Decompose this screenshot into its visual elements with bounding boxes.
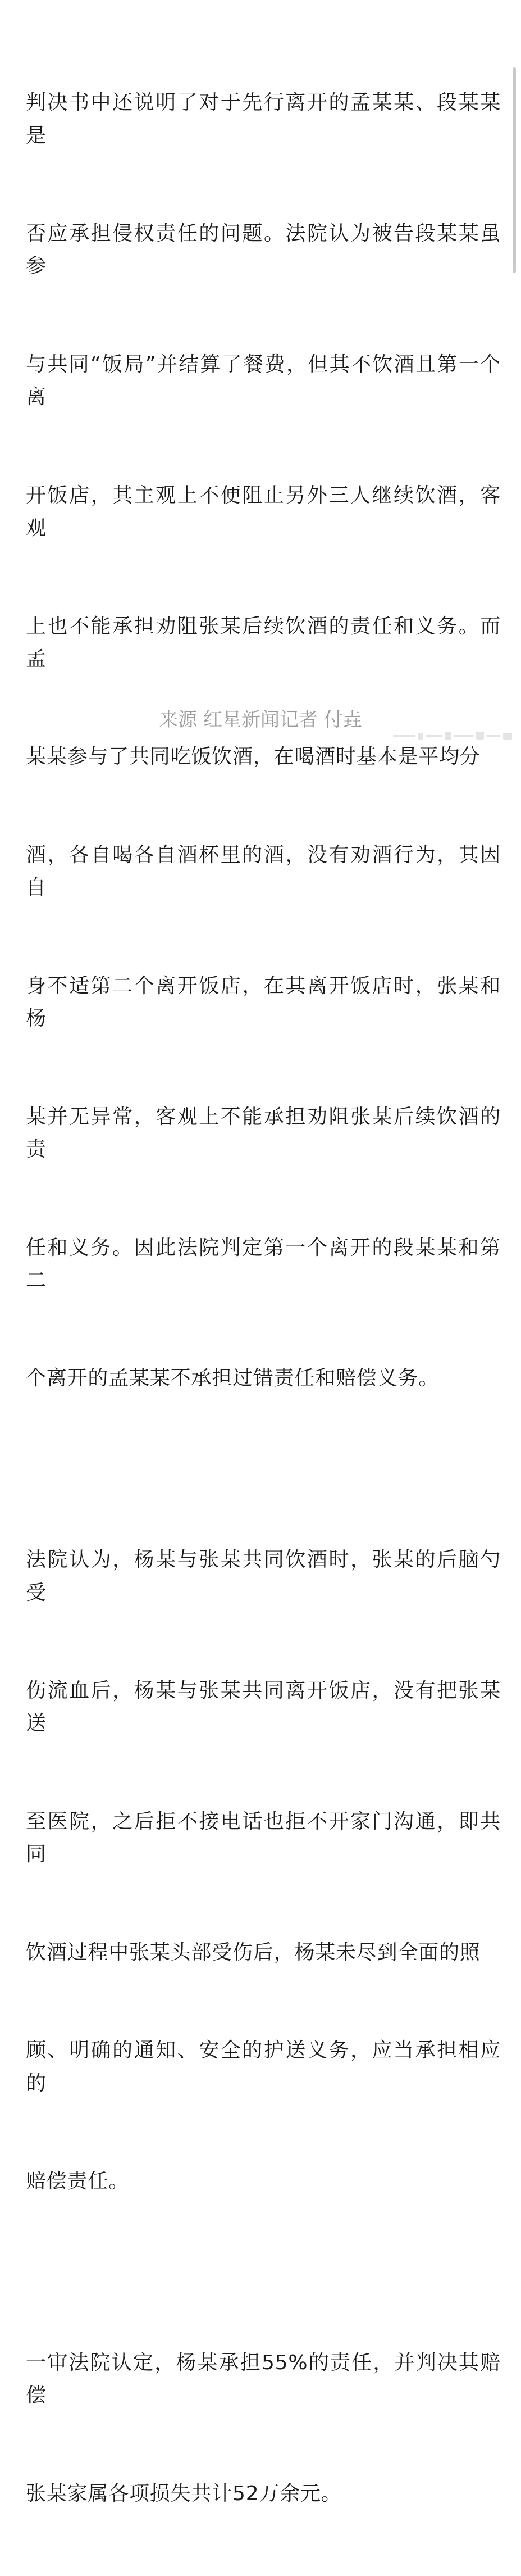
paragraph-line: 身不适第二个离开饭店，在其离开饭店时，张某和杨 [26, 974, 501, 1031]
scrollbar[interactable] [513, 67, 516, 273]
article-body [26, 21, 501, 2576]
paragraph-line: 张某家属各项损失共计52万余元。 [26, 2482, 342, 2506]
paragraph-gap [26, 1461, 501, 1479]
paragraph-line: 赔偿责任。 [26, 2170, 130, 2193]
paragraph-line: 开饭店，其主观上不便阻止另外三人继续饮酒，客观 [26, 483, 501, 540]
paragraph-line: 酒，各自喝各自酒杯里的酒，没有劝酒行为，其因自 [26, 843, 501, 900]
paragraph-line: 顾、明确的通知、安全的护送义务，应当承担相应的 [26, 2039, 501, 2095]
paragraph-gap [26, 2264, 501, 2282]
paragraph-line: 一审法院认定，杨某承担55%的责任，并判决其赔偿 [26, 2351, 501, 2407]
paragraph-line: 个离开的孟某某不承担过错责任和赔偿义务。 [26, 1367, 440, 1390]
paragraph-3 [26, 2282, 501, 2576]
watermark-icon [393, 728, 517, 743]
paragraph-line: 饮酒过程中张某头部受伤后，杨某未尽到全面的照 [26, 1940, 481, 1964]
paragraph-line: 至医院，之后拒不接电话也拒不开家门沟通，即共同 [26, 1809, 501, 1866]
paragraph-line: 否应承担侵权责任的问题。法院认为被告段某某虽参 [26, 222, 501, 278]
paragraph-line: 上也不能承担劝阻张某后续饮酒的责任和义务。而孟 [26, 614, 501, 670]
paragraph-line: 伤流血后，杨某与张某共同离开饭店，没有把张某送 [26, 1679, 501, 1735]
paragraph-line: 法院认为，杨某与张某共同饮酒时，张某的后脑勺受 [26, 1548, 501, 1604]
paragraph-line: 某某参与了共同吃饭饮酒，在喝酒时基本是平均分 [26, 745, 481, 769]
source-credit: 来源 红星新闻记者 付垚 [159, 709, 362, 731]
paragraph-line: 任和义务。因此法院判定第一个离开的段某某和第二 [26, 1236, 501, 1292]
paragraph-2 [26, 1479, 501, 2264]
paragraph-line: 判决书中还说明了对于先行离开的孟某某、段某某是 [26, 91, 501, 147]
paragraph-line: 与共同“饭局”并结算了餐费，但其不饮酒且第一个离 [26, 353, 501, 409]
paragraph-line: 某并无异常，客观上不能承担劝阻张某后续饮酒的责 [26, 1105, 501, 1161]
